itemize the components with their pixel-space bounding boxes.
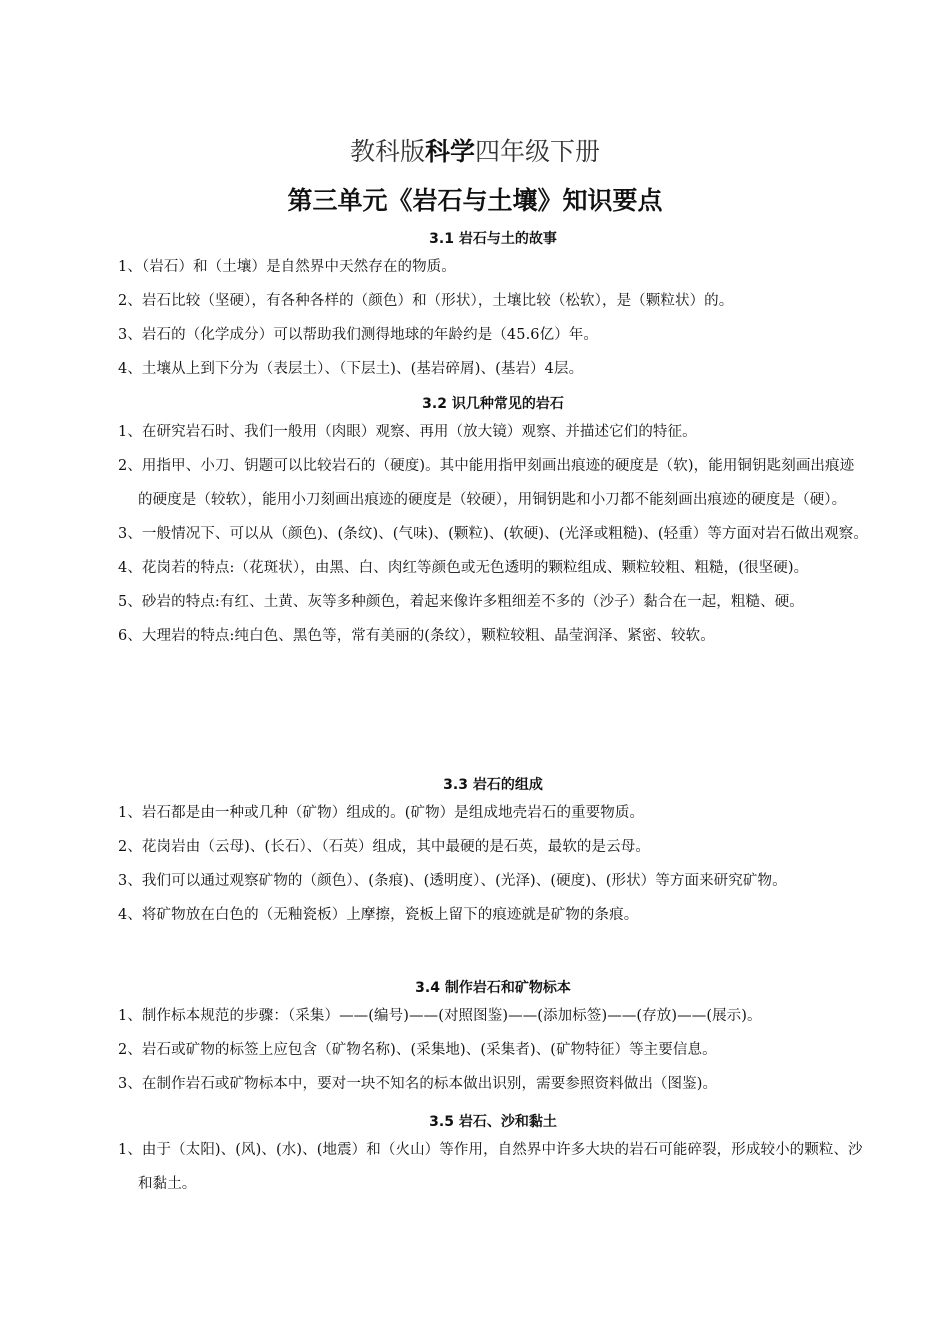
document-subtitle (0, 132, 950, 168)
list-item: 4、花岗若的特点:（花斑状），由黑、白、肉红等颜色或无色透明的颗粒组成、颗粒较粗、粗糙，(很坚硬)。 (118, 560, 809, 576)
list-item: 2、岩石或矿物的标签上应包含（矿物名称)、(采集地)、(采集者)、(矿物特征）等主要信息。 (118, 1042, 717, 1058)
section-3-4 (118, 977, 868, 1101)
list-item: 4、将矿物放在白色的（无釉瓷板）上摩擦，瓷板上留下的痕迹就是矿物的条痕。 (118, 907, 639, 923)
list-item: 4、土壤从上到下分为（表层土）、（下层土)、(基岩碎屑)、(基岩）4层。 (118, 361, 584, 377)
section-heading: 3.4 制作岩石和矿物标本 (415, 980, 571, 996)
subtitle-suffix: 四年级下册 (475, 137, 601, 166)
section-heading: 3.5 岩石、沙和黏土 (429, 1114, 557, 1130)
list-item: 2、用指甲、小刀、钥题可以比较岩石的（硬度)。其中能用指甲刻画出痕迹的硬度是（软)，能用铜钥匙刻画出痕迹的硬度是（较软），能用小刀刻画出痕迹的硬度是（较硬），用铜钥匙和小刀都不能刻画出痕迹的硬度是（硬）。 (118, 458, 855, 508)
document-title: 第三单元《岩石与土壤》知识要点 (287, 186, 663, 215)
subtitle-prefix: 教科版 (349, 137, 425, 166)
list-item: 1、制作标本规范的步骤：（采集）——(编号)——(对照图鉴)——(添加标签)——(存放)——(展示)。 (118, 1008, 762, 1024)
list-item: 3、岩石的（化学成分）可以帮助我们测得地球的年龄约是（45.6亿）年。 (118, 327, 599, 343)
section-3-2 (118, 393, 868, 653)
list-item: 5、砂岩的特点:有红、土黄、灰等多种颜色，着起来像许多粗细差不多的（沙子）黏合在一起，粗糙、硬。 (118, 594, 804, 610)
list-item: 1、由于（太阳)、(风)、(水)、(地震）和（火山）等作用，自然界中许多大块的岩石可能碎裂，形成较小的颗粒、沙和黏土。 (118, 1142, 863, 1192)
section-heading: 3.1 岩石与土的故事 (429, 231, 557, 247)
section-heading: 3.2 识几种常见的岩石 (422, 396, 564, 412)
list-item: 2、花岗岩由（云母)、(长石）、（石英）组成，其中最硬的是石英，最软的是云母。 (118, 839, 650, 855)
list-item: 6、大理岩的特点:纯白色、黑色等，常有美丽的(条纹），颗粒较粗、晶莹润泽、紧密、较软。 (118, 628, 715, 644)
section-3-5 (118, 1111, 868, 1201)
list-item: 1、（岩石）和（土壤）是自然界中天然存在的物质。 (118, 259, 456, 275)
section-heading: 3.3 岩石的组成 (443, 777, 543, 793)
list-item: 3、在制作岩石或矿物标本中，要对一块不知名的标本做出识别，需要参照资料做出（图鉴)。 (118, 1076, 718, 1092)
list-item: 3、我们可以通过观察矿物的（颜色）、(条痕)、(透明度）、(光泽)、(硬度)、(形状）等方面来研究矿物。 (118, 873, 787, 889)
list-item: 3、一般情况下、可以从（颜色)、(条纹)、(气味)、(颗粒)、(软硬)、(光泽或粗糙)、(轻重）等方面对岩石做出观察。 (118, 526, 869, 542)
section-3-3 (118, 774, 868, 932)
section-3-1 (118, 228, 868, 386)
subtitle-emphasis: 科学 (424, 137, 475, 166)
list-item: 1、在研究岩石时、我们一般用（肉眼）观察、再用（放大镜）观察、并描述它们的特征。 (118, 424, 697, 440)
list-item: 1、岩石都是由一种或几种（矿物）组成的。(矿物）是组成地壳岩石的重要物质。 (118, 805, 645, 821)
list-item: 2、岩石比较（坚硬），有各种各样的（颜色）和（形状），土壤比较（松软），是（颗粒状）的。 (118, 293, 734, 309)
